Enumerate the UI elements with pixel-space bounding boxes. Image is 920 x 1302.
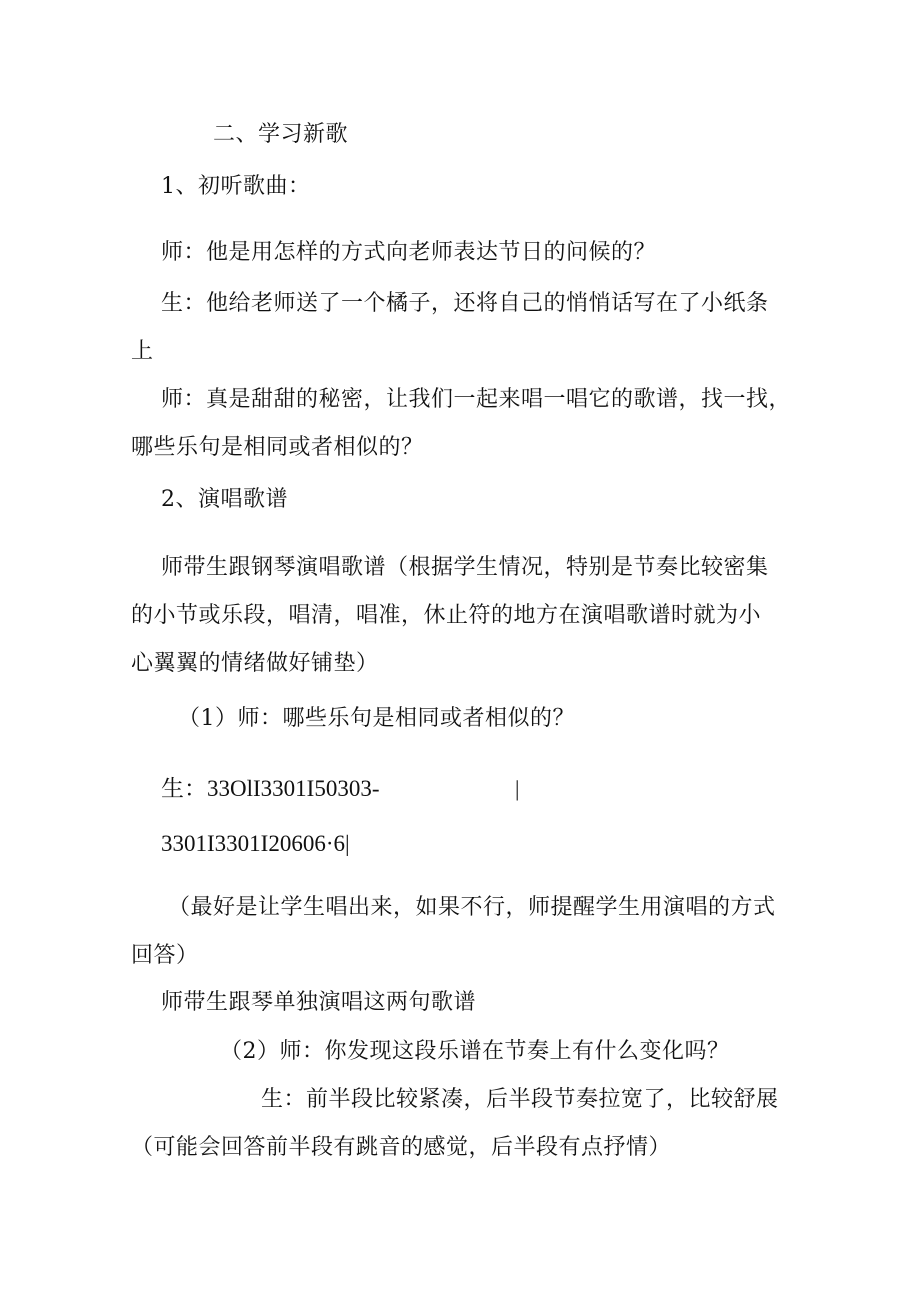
step2-heading: 2、演唱歌谱 <box>161 487 288 512</box>
practice-paragraph-line2: 的小节或乐段，唱清，唱准，休止符的地方在演唱歌谱时就为小 <box>131 603 762 628</box>
answer-2-line2: （可能会回答前半段有跳音的感觉，后半段有点抒情） <box>131 1135 672 1160</box>
question-2: （2）师：你发现这段乐谱在节奏上有什么变化吗？ <box>220 1039 730 1064</box>
practice-paragraph-line3: 心翼翼的情绪做好铺垫） <box>131 651 379 676</box>
student-answer-1-line2: 上 <box>131 339 154 364</box>
teacher-note-line1: （最好是让学生唱出来，如果不行，师提醒学生用演唱的方式 <box>168 895 776 920</box>
teacher-question-2-line1: 师：真是甜甜的秘密，让我们一起来唱一唱它的歌谱，找一找， <box>161 387 792 412</box>
question-1: （1）师：哪些乐句是相同或者相似的？ <box>178 706 575 731</box>
score-line-1: 生：33OlI3301I50303- <box>161 776 380 801</box>
teacher-question-2-line2: 哪些乐句是相同或者相似的？ <box>131 435 424 460</box>
answer-2-line1: 生：前半段比较紧凑，后半段节奏拉宽了，比较舒展 <box>261 1087 779 1112</box>
student-answer-1-line1: 生：他给老师送了一个橘子，还将自己的悄悄话写在了小纸条 <box>161 291 769 316</box>
teacher-note-line2: 回答） <box>131 943 199 968</box>
score-line-2: 3301I3301I20606·6| <box>161 831 350 856</box>
solo-singing: 师带生跟琴单独演唱这两句歌谱 <box>161 990 477 1015</box>
score-bar-line: | <box>515 776 520 801</box>
section-title: 二、学习新歌 <box>213 122 349 147</box>
step1-heading: 1、初听歌曲： <box>161 174 311 199</box>
teacher-question-1: 师：他是用怎样的方式向老师表达节日的问候的？ <box>161 240 657 265</box>
practice-paragraph-line1: 师带生跟钢琴演唱歌谱（根据学生情况，特别是节奏比较密集 <box>161 555 769 580</box>
